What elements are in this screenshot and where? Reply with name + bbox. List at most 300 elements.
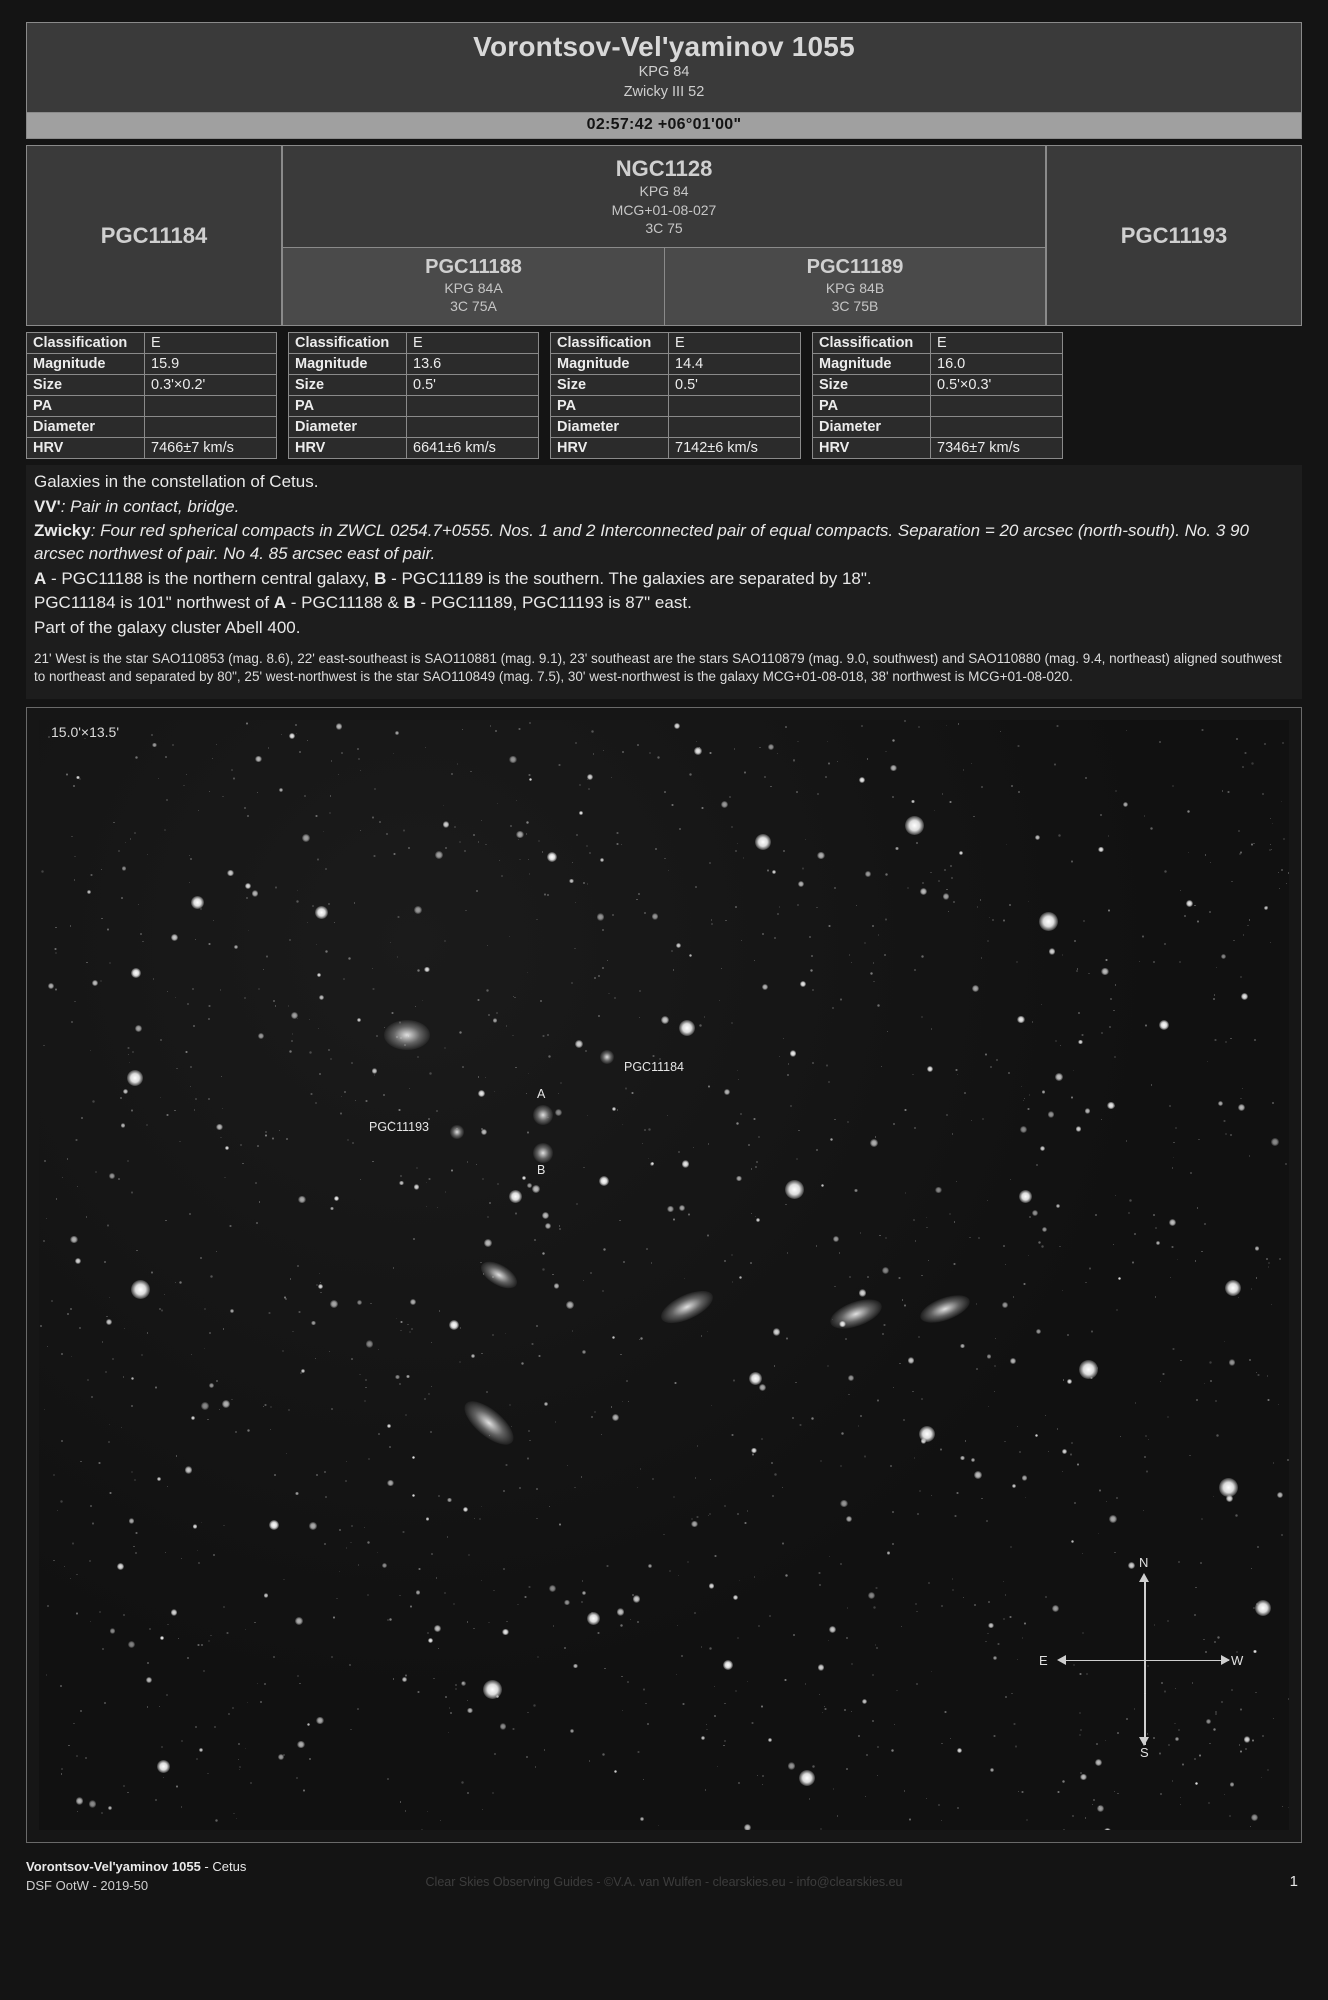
field-star	[800, 981, 806, 987]
background-star	[208, 943, 210, 945]
background-star	[165, 1220, 167, 1222]
background-star	[1021, 1086, 1022, 1087]
table-row	[813, 333, 1063, 354]
background-star	[904, 720, 906, 722]
background-star	[603, 750, 604, 751]
background-star	[494, 1091, 495, 1092]
background-star	[583, 1280, 584, 1281]
field-star	[1251, 1814, 1258, 1821]
field-star	[234, 945, 238, 949]
background-star	[473, 834, 475, 836]
table-row	[27, 354, 277, 375]
prop-label-size: Size	[289, 375, 407, 396]
prop-label-diameter: Diameter	[289, 417, 407, 438]
field-star	[1244, 1736, 1251, 1743]
field-star	[527, 1183, 531, 1187]
field-star	[555, 1109, 562, 1116]
background-star	[701, 807, 703, 809]
background-star	[1098, 1533, 1099, 1534]
field-star	[1229, 1359, 1236, 1366]
field-star	[317, 973, 321, 977]
table-row	[551, 438, 801, 459]
background-star	[512, 1035, 514, 1037]
background-star	[754, 1576, 756, 1578]
table-row	[813, 417, 1063, 438]
background-star	[334, 922, 335, 923]
background-star	[315, 1358, 316, 1359]
background-star	[43, 1240, 45, 1242]
background-star	[1164, 943, 1167, 946]
background-star	[1117, 1793, 1119, 1795]
field-star	[311, 1321, 316, 1326]
background-star	[1073, 1664, 1075, 1666]
background-star	[1081, 1034, 1084, 1037]
background-star	[1139, 961, 1140, 962]
prop-value-size: 0.3'×0.2'	[145, 375, 277, 396]
background-star	[89, 1560, 91, 1562]
background-star	[70, 925, 71, 926]
background-star	[981, 786, 983, 788]
background-star	[493, 1590, 495, 1592]
background-star	[476, 1164, 477, 1165]
background-star	[1013, 1723, 1016, 1726]
field-star	[676, 943, 682, 949]
field-star	[399, 1181, 404, 1186]
background-star	[108, 1441, 110, 1443]
background-star	[989, 917, 990, 918]
background-star	[490, 725, 491, 726]
background-star	[591, 730, 594, 733]
background-star	[1003, 1618, 1005, 1620]
background-star	[1240, 976, 1241, 977]
background-star	[1213, 1728, 1215, 1730]
background-star	[72, 1542, 75, 1545]
background-star	[124, 1328, 125, 1329]
background-star	[793, 760, 796, 763]
background-star	[295, 724, 297, 726]
background-star	[309, 1758, 310, 1759]
background-star	[1288, 1807, 1289, 1808]
background-star	[957, 1807, 959, 1809]
background-star	[1114, 1791, 1115, 1792]
field-star	[307, 1723, 310, 1726]
background-star	[949, 801, 951, 803]
field-star	[1107, 1102, 1114, 1109]
field-star	[1017, 1016, 1025, 1024]
field-star	[920, 888, 928, 896]
background-star	[1029, 1094, 1030, 1095]
prop-label-magnitude: Magnitude	[289, 354, 407, 375]
desc-sep-mid: - PGC11188 &	[286, 593, 404, 613]
background-star	[1245, 1748, 1247, 1750]
background-star	[1180, 1797, 1181, 1798]
galaxy-ngc1128-a	[533, 1105, 553, 1125]
background-star	[822, 1712, 823, 1713]
field-star	[701, 1736, 705, 1740]
background-star	[761, 1438, 763, 1440]
background-star	[455, 1688, 456, 1689]
object-col-pgc11188	[283, 248, 664, 325]
background-star	[1208, 1802, 1210, 1804]
bright-star	[1225, 1280, 1241, 1296]
object-center-subrow	[283, 248, 1045, 325]
background-star	[587, 1115, 589, 1117]
background-star	[274, 1474, 276, 1476]
background-star	[744, 1522, 746, 1524]
background-star	[528, 774, 531, 777]
background-star	[482, 1178, 483, 1179]
background-star	[1010, 1546, 1012, 1548]
background-star	[167, 991, 168, 992]
background-star	[273, 1000, 275, 1002]
background-star	[425, 747, 426, 748]
bright-star	[679, 1020, 695, 1036]
field-star	[579, 811, 582, 814]
background-star	[320, 1282, 321, 1283]
background-star	[1225, 1041, 1227, 1043]
background-star	[440, 1820, 442, 1822]
background-star	[328, 1049, 330, 1051]
background-star	[208, 1005, 210, 1007]
field-star	[516, 831, 523, 838]
background-star	[771, 1462, 773, 1464]
background-star	[1076, 970, 1078, 972]
background-star	[181, 1806, 183, 1808]
background-star	[331, 1408, 333, 1410]
field-star	[1032, 1210, 1038, 1216]
background-star	[257, 1145, 259, 1147]
background-star	[824, 1708, 826, 1710]
background-star	[1222, 790, 1224, 792]
field-star	[1022, 1475, 1027, 1480]
background-star	[892, 1511, 894, 1513]
page-title: Vorontsov-Vel'yaminov 1055	[473, 31, 855, 62]
prop-value-pa	[669, 396, 801, 417]
background-star	[931, 1495, 932, 1496]
prop-label-classification: Classification	[27, 333, 145, 354]
background-star	[444, 940, 446, 942]
background-star	[627, 1681, 629, 1683]
prop-value-hrv: 7142±6 km/s	[669, 438, 801, 459]
background-star	[1108, 835, 1109, 836]
background-star	[1110, 998, 1112, 1000]
field-star	[395, 1375, 400, 1380]
background-star	[296, 1777, 298, 1779]
background-star	[816, 1149, 818, 1151]
background-star	[829, 1556, 830, 1557]
background-star	[787, 1074, 790, 1077]
field-star	[617, 1608, 624, 1615]
background-star	[1144, 815, 1146, 817]
background-star	[544, 1749, 545, 1750]
field-star	[848, 1375, 854, 1381]
background-star	[448, 1732, 449, 1733]
background-star	[451, 773, 452, 774]
background-star	[1231, 881, 1232, 882]
background-star	[186, 774, 187, 775]
background-star	[450, 1712, 452, 1714]
background-star	[123, 1785, 125, 1787]
field-star	[1076, 1126, 1082, 1132]
background-star	[185, 1051, 187, 1053]
background-star	[611, 1406, 613, 1408]
bright-star	[1079, 1360, 1098, 1379]
galaxy-edge-on-3	[827, 1293, 886, 1334]
background-star	[946, 1114, 948, 1116]
background-star	[107, 1224, 109, 1226]
background-star	[187, 1657, 189, 1659]
object-sub-b-alias-2: 3C 75B	[831, 298, 879, 315]
background-star	[952, 1589, 954, 1591]
background-star	[465, 910, 466, 911]
background-star	[631, 1092, 633, 1094]
background-star	[231, 1399, 232, 1400]
background-star	[135, 756, 138, 759]
background-star	[495, 730, 497, 732]
background-star	[416, 1167, 418, 1169]
table-row	[27, 438, 277, 459]
background-star	[494, 1753, 495, 1754]
background-star	[604, 1668, 606, 1670]
bright-star	[587, 1612, 600, 1625]
background-star	[812, 1765, 814, 1767]
background-star	[140, 933, 142, 935]
background-star	[1021, 1791, 1023, 1793]
background-star	[453, 1603, 455, 1605]
background-star	[220, 989, 222, 991]
background-star	[257, 792, 258, 793]
background-star	[785, 1204, 787, 1206]
background-star	[239, 1766, 241, 1768]
object-ngc1128-header	[283, 146, 1045, 248]
background-star	[833, 1788, 835, 1790]
background-star	[1048, 1451, 1049, 1452]
table-row	[551, 333, 801, 354]
field-star	[416, 1590, 420, 1594]
field-star	[1042, 1090, 1045, 1093]
background-star	[187, 1003, 188, 1004]
background-star	[1207, 1061, 1208, 1062]
background-star	[873, 981, 874, 982]
background-star	[238, 1759, 240, 1761]
compass-east-arrow-icon	[1057, 1655, 1066, 1665]
footer-title-line	[26, 1857, 246, 1877]
background-star	[499, 860, 500, 861]
field-star	[960, 1344, 964, 1348]
background-star	[885, 918, 887, 920]
background-star	[964, 1092, 966, 1094]
field-star	[330, 1207, 333, 1210]
background-star	[980, 899, 982, 901]
footer-page-number: 1	[1289, 1872, 1298, 1890]
background-star	[1025, 1497, 1026, 1498]
desc-separations	[34, 592, 1294, 615]
background-star	[540, 1000, 542, 1002]
background-star	[505, 1333, 506, 1334]
background-star	[1253, 843, 1255, 845]
bright-star	[483, 1680, 502, 1699]
background-star	[1214, 994, 1216, 996]
field-star	[297, 1741, 304, 1748]
background-star	[950, 865, 952, 867]
background-star	[1116, 1497, 1118, 1499]
background-star	[811, 1417, 814, 1420]
field-star	[724, 1089, 730, 1095]
background-star	[61, 1440, 63, 1442]
background-star	[367, 1541, 369, 1543]
background-star	[131, 1191, 133, 1193]
background-star	[175, 997, 176, 998]
background-star	[1224, 1794, 1226, 1796]
background-star	[265, 1134, 267, 1136]
background-star	[501, 875, 503, 877]
prop-label-hrv: HRV	[551, 438, 669, 459]
background-star	[76, 1755, 78, 1757]
background-star	[799, 1424, 801, 1426]
properties-table-3-wrap	[550, 332, 806, 459]
table-row	[27, 396, 277, 417]
field-star	[709, 1583, 714, 1588]
background-star	[1235, 1514, 1238, 1517]
field-star	[110, 1628, 116, 1634]
field-star	[943, 893, 949, 899]
background-star	[902, 1299, 904, 1301]
background-star	[417, 1691, 419, 1693]
background-star	[518, 728, 520, 730]
background-star	[1005, 1594, 1006, 1595]
background-star	[400, 1321, 402, 1323]
background-star	[208, 1018, 210, 1020]
field-star	[157, 1477, 161, 1481]
background-star	[509, 1404, 511, 1406]
background-star	[544, 893, 546, 895]
background-star	[1011, 1693, 1012, 1694]
field-star	[106, 1319, 112, 1325]
background-star	[708, 1515, 709, 1516]
background-star	[403, 829, 406, 832]
background-star	[299, 751, 301, 753]
background-star	[1115, 790, 1117, 792]
background-star	[687, 1561, 689, 1563]
background-star	[427, 1632, 429, 1634]
background-star	[955, 1069, 957, 1071]
background-star	[1189, 1455, 1191, 1457]
background-star	[1281, 1534, 1283, 1536]
background-star	[372, 968, 373, 969]
background-star	[55, 988, 57, 990]
prop-label-pa: PA	[27, 396, 145, 417]
background-star	[950, 1738, 951, 1739]
background-star	[755, 1216, 757, 1218]
field-star	[387, 1480, 394, 1487]
background-star	[567, 1465, 568, 1466]
field-star	[597, 913, 605, 921]
field-star	[258, 1033, 264, 1039]
background-star	[98, 1462, 101, 1465]
background-star	[941, 1605, 942, 1606]
background-star	[741, 940, 743, 942]
background-star	[318, 1028, 319, 1029]
prop-label-size: Size	[551, 375, 669, 396]
background-star	[805, 1683, 807, 1685]
background-star	[1079, 1734, 1081, 1736]
field-star	[201, 1402, 209, 1410]
background-star	[236, 1818, 237, 1819]
desc-sep-post: - PGC11189, PGC11193 is 87" east.	[415, 593, 692, 613]
background-star	[915, 1603, 917, 1605]
background-star	[245, 1748, 246, 1749]
prop-value-hrv: 7466±7 km/s	[145, 438, 277, 459]
background-star	[559, 1225, 560, 1226]
background-star	[315, 1102, 317, 1104]
background-star	[519, 1487, 521, 1489]
background-star	[492, 1792, 494, 1794]
background-star	[405, 1674, 407, 1676]
background-star	[1155, 1227, 1157, 1229]
background-star	[1199, 1754, 1202, 1757]
background-star	[1018, 791, 1020, 793]
background-star	[1264, 743, 1266, 745]
background-star	[1059, 1246, 1060, 1247]
background-star	[956, 1492, 958, 1494]
background-star	[673, 969, 674, 970]
background-star	[512, 1728, 515, 1731]
field-star	[1097, 1805, 1104, 1812]
background-star	[477, 999, 479, 1001]
background-star	[195, 1098, 197, 1100]
background-star	[944, 869, 946, 871]
background-star	[977, 906, 978, 907]
background-star	[197, 1550, 198, 1551]
background-star	[480, 1262, 481, 1263]
background-star	[542, 851, 544, 853]
background-star	[1083, 920, 1085, 922]
background-star	[1178, 1561, 1180, 1563]
background-star	[1188, 852, 1189, 853]
background-star	[988, 1601, 990, 1603]
field-star	[1221, 954, 1226, 959]
background-star	[1272, 1102, 1274, 1104]
background-star	[714, 1715, 716, 1717]
background-star	[324, 1471, 326, 1473]
field-star	[278, 1754, 284, 1760]
background-star	[756, 1161, 758, 1163]
background-star	[74, 1001, 76, 1003]
compass-horizontal-line	[1061, 1660, 1229, 1662]
background-star	[1285, 1163, 1287, 1165]
background-star	[1240, 1708, 1243, 1711]
background-star	[331, 760, 332, 761]
background-star	[1071, 860, 1073, 862]
background-star	[1060, 1045, 1061, 1046]
background-star	[644, 912, 646, 914]
background-star	[689, 773, 691, 775]
background-star	[1230, 1038, 1231, 1039]
background-star	[621, 844, 623, 846]
background-star	[125, 842, 126, 843]
background-star	[529, 722, 531, 724]
background-star	[443, 805, 444, 806]
field-star	[972, 985, 979, 992]
background-star	[723, 1745, 724, 1746]
field-star	[1049, 948, 1056, 955]
field-star	[1238, 1104, 1245, 1111]
background-star	[1283, 838, 1285, 840]
background-star	[178, 1638, 179, 1639]
background-star	[1003, 1245, 1005, 1247]
background-star	[1101, 1119, 1103, 1121]
field-star	[1012, 1484, 1016, 1488]
